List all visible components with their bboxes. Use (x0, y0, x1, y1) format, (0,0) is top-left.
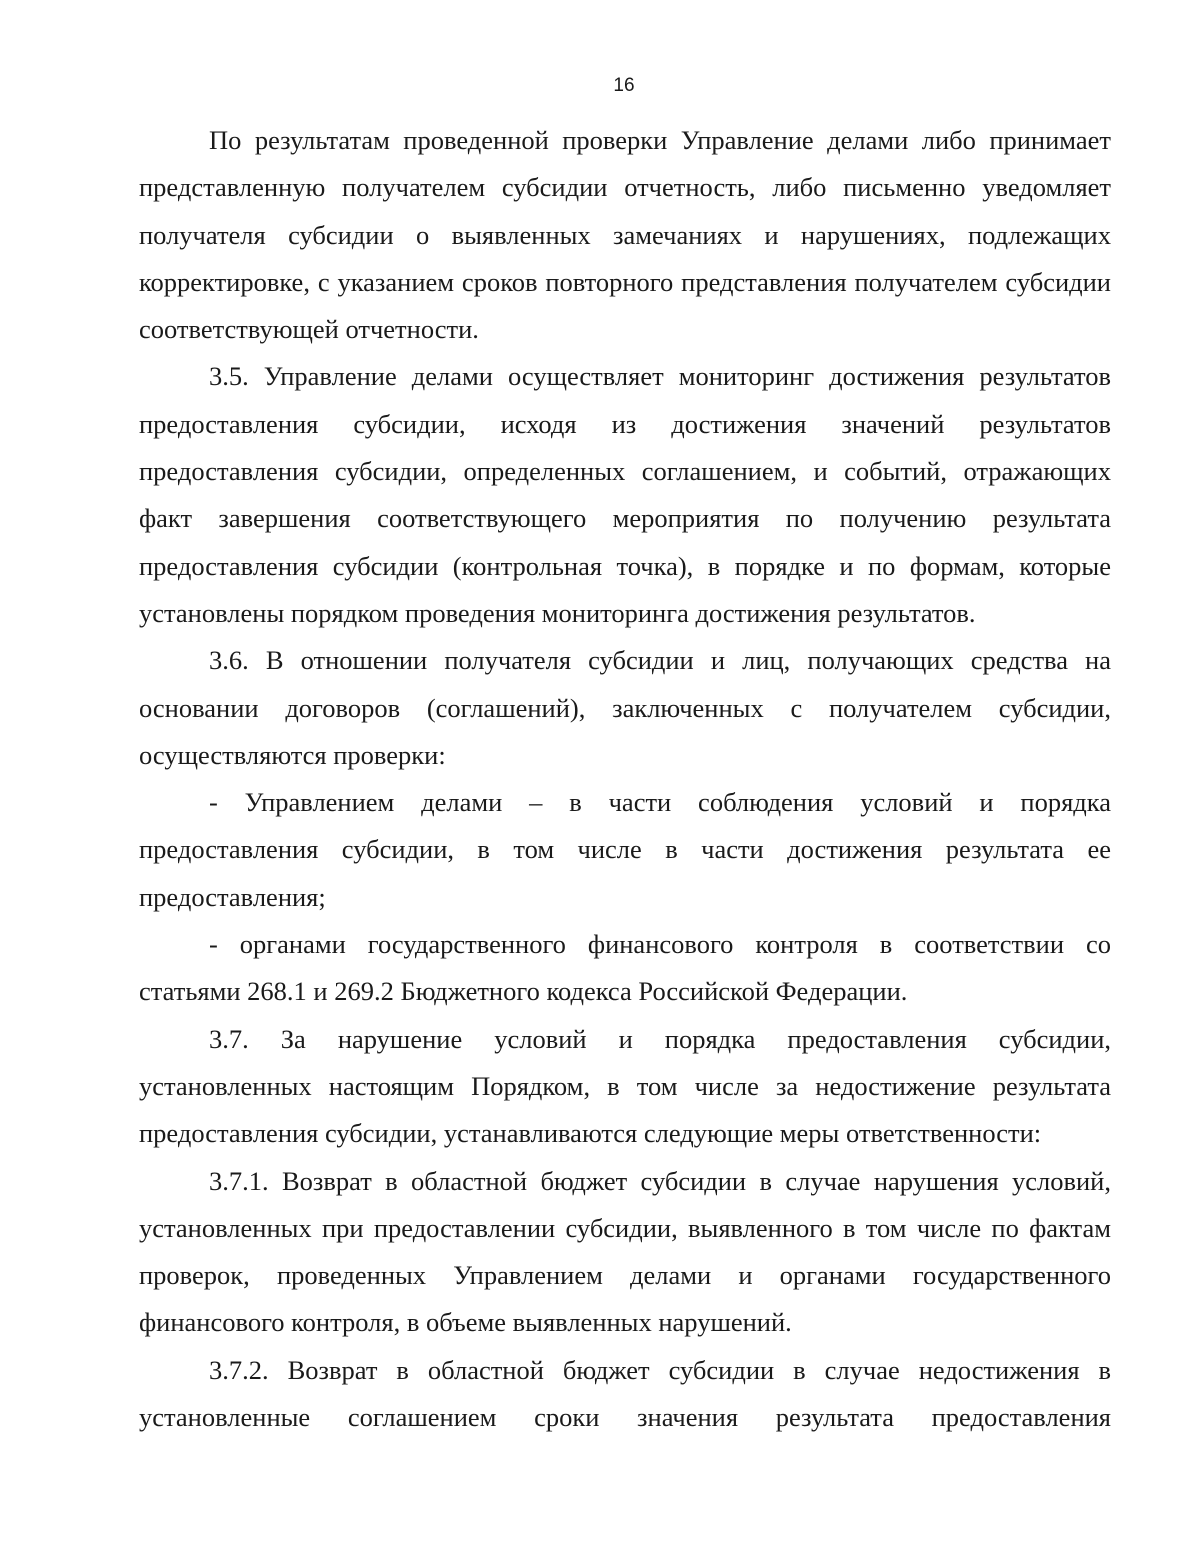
paragraph-3-5-monitoring: 3.5. Управление делами осуществляет мониторинг достижения результатов предоставления субсидии, исходя из достижения значений результатов предоставления субсидии, определенных соглашением, и событий, отражающих факт завершения соответствующего мероприятия по получению результата предоставления субсидии (контрольная точка), в порядке и по формам, которые установлены порядком проведения мониторинга достижения результатов. (139, 361, 1111, 628)
page-number: 16 (613, 75, 635, 96)
paragraph-3-6-inspections: 3.6. В отношении получателя субсидии и лиц, получающих средства на основании договоров (соглашений), заключенных с получателем субсидии, осуществляются проверки: (139, 645, 1111, 770)
document-body (139, 117, 1111, 1441)
paragraph-inspection-management: - Управлением делами – в части соблюдения условий и порядка предоставления субсидии, в том числе в части достижения результата ее предоставления; (139, 787, 1111, 912)
paragraph-3-7-1-refund-violation: 3.7.1. Возврат в областной бюджет субсидии в случае нарушения условий, установленных при предоставлении субсидии, выявленного в том числе по фактам проверок, проведенных Управлением делами и органами государственного финансового контроля, в объеме выявленных нарушений. (139, 1165, 1111, 1338)
paragraph-review-results: По результатам проведенной проверки Управление делами либо принимает представленную получателем субсидии отчетность, либо письменно уведомляет получателя субсидии о выявленных замечаниях и нарушениях, подлежащих корректировке, с указанием сроков повторного представления получателем субсидии соответствующей отчетности. (139, 125, 1111, 345)
paragraph-3-7-liability: 3.7. За нарушение условий и порядка предоставления субсидии, установленных настоящим Порядком, в том числе за недостижение результата предоставления субсидии, устанавливаются следующие меры ответственности: (139, 1023, 1111, 1149)
paragraph-3-7-2-refund-nonachievement: 3.7.2. Возврат в областной бюджет субсидии в случае недостижения в установленные соглашением сроки значения результата предоставления (139, 1354, 1111, 1433)
paragraph-inspection-financial-control: - органами государственного финансового контроля в соответствии со статьями 268.1 и 269.2 Бюджетного кодекса Российской Федерации. (139, 929, 1111, 1007)
